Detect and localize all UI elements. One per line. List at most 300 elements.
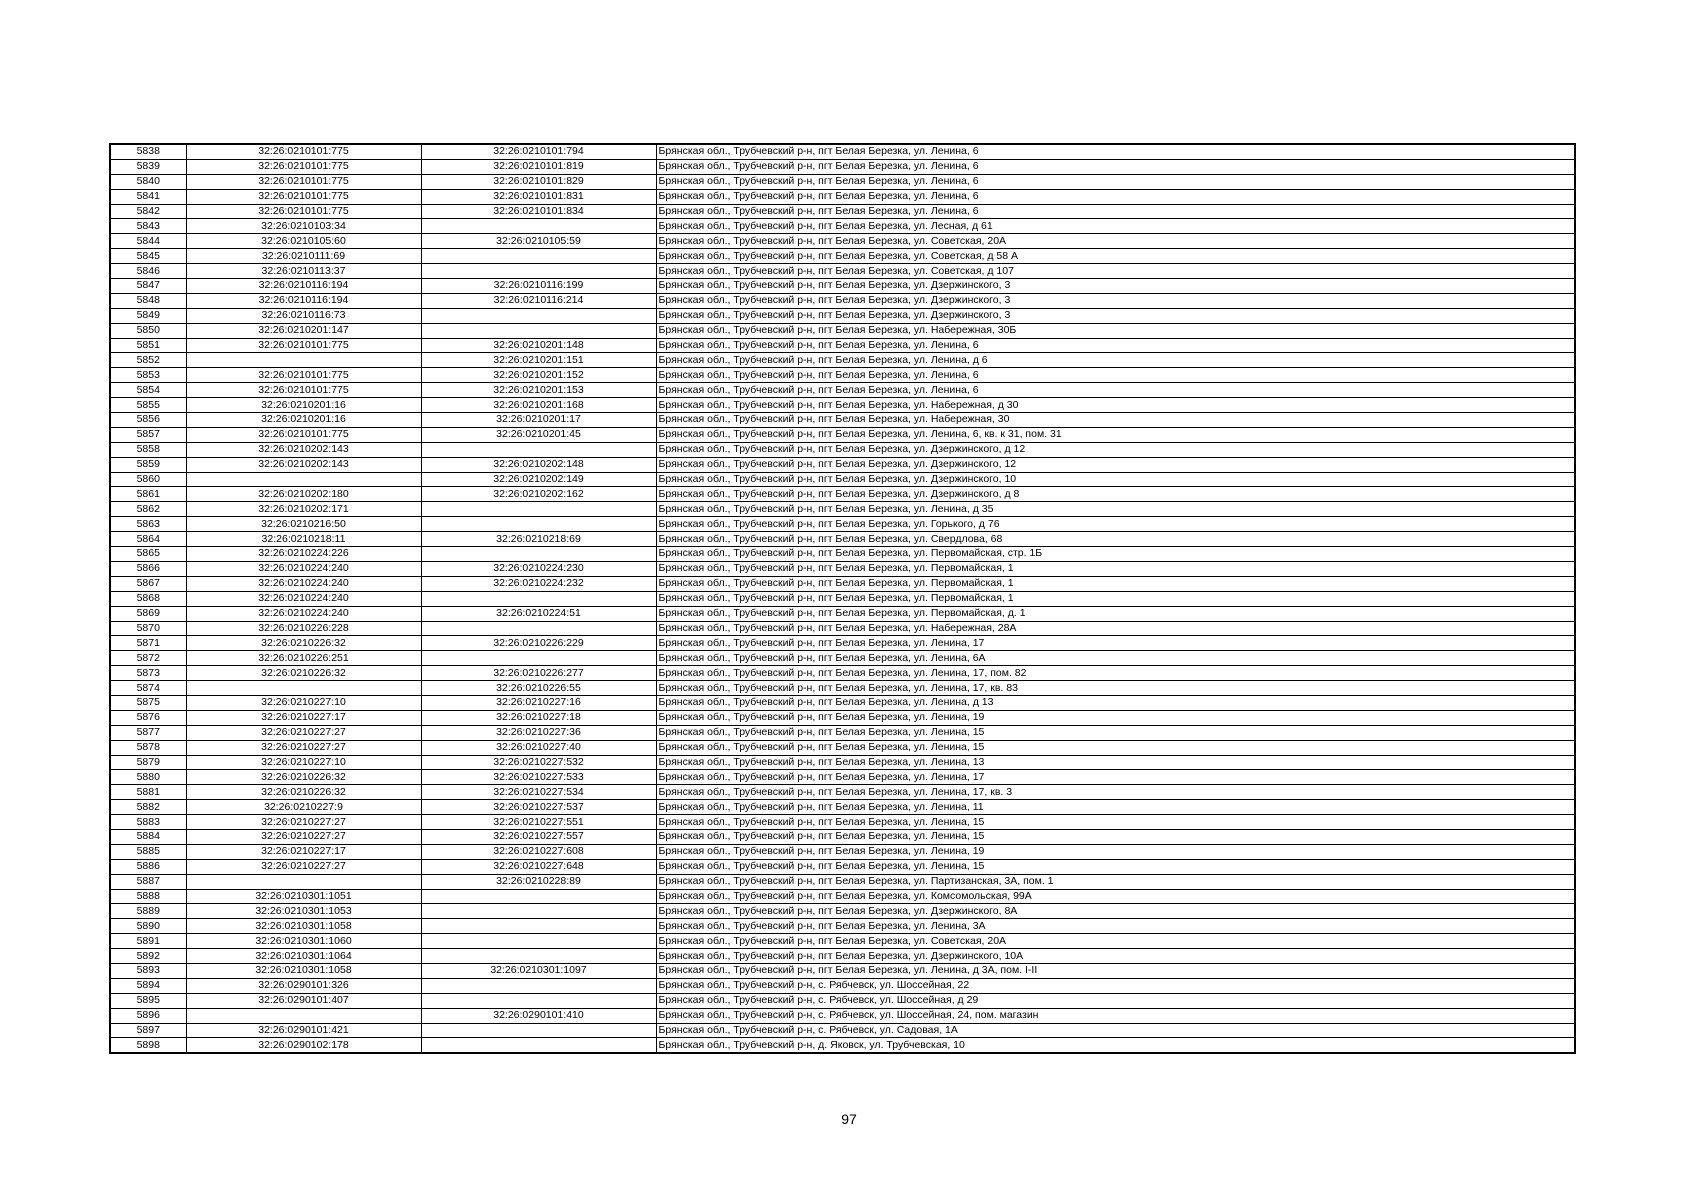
related-cadastral-number-cell: [421, 1023, 656, 1038]
related-cadastral-number-cell: [421, 502, 656, 517]
related-cadastral-number-cell: 32:26:0210101:834: [421, 204, 656, 219]
related-cadastral-number-cell: [421, 993, 656, 1008]
table-row: [110, 249, 1575, 264]
address-cell: Брянская обл., Трубчевский р-н, пгт Белая Березка, ул. Ленина, 15: [656, 740, 1575, 755]
table-row: [110, 606, 1575, 621]
table-row: [110, 487, 1575, 502]
cadastral-number-cell: 32:26:0210227:27: [186, 725, 421, 740]
table-row: [110, 323, 1575, 338]
row-number-cell: 5888: [110, 889, 186, 904]
row-number-cell: 5862: [110, 502, 186, 517]
address-cell: Брянская обл., Трубчевский р-н, пгт Белая Березка, ул. Дзержинского, 3: [656, 293, 1575, 308]
cadastral-number-cell: 32:26:0210226:32: [186, 636, 421, 651]
row-number-cell: 5893: [110, 963, 186, 978]
row-number-cell: 5880: [110, 770, 186, 785]
row-number-cell: 5884: [110, 829, 186, 844]
related-cadastral-number-cell: 32:26:0210202:162: [421, 487, 656, 502]
table-row: [110, 144, 1575, 159]
table-row: [110, 993, 1575, 1008]
table-row: [110, 695, 1575, 710]
row-number-cell: 5866: [110, 561, 186, 576]
data-table: [109, 143, 1576, 1054]
cadastral-number-cell: 32:26:0210216:50: [186, 517, 421, 532]
row-number-cell: 5858: [110, 442, 186, 457]
related-cadastral-number-cell: 32:26:0210201:45: [421, 427, 656, 442]
row-number-cell: 5860: [110, 472, 186, 487]
cadastral-number-cell: 32:26:0210227:17: [186, 710, 421, 725]
related-cadastral-number-cell: 32:26:0210227:18: [421, 710, 656, 725]
table-row: [110, 666, 1575, 681]
related-cadastral-number-cell: 32:26:0290101:410: [421, 1008, 656, 1023]
address-cell: Брянская обл., Трубчевский р-н, пгт Белая Березка, ул. Ленина, д 13: [656, 695, 1575, 710]
table-row: [110, 859, 1575, 874]
cadastral-number-cell: 32:26:0210227:17: [186, 844, 421, 859]
cadastral-number-cell: 32:26:0210116:194: [186, 279, 421, 294]
related-cadastral-number-cell: [421, 949, 656, 964]
row-number-cell: 5861: [110, 487, 186, 502]
cadastral-number-cell: [186, 353, 421, 368]
row-number-cell: 5871: [110, 636, 186, 651]
related-cadastral-number-cell: [421, 308, 656, 323]
row-number-cell: 5892: [110, 949, 186, 964]
address-cell: Брянская обл., Трубчевский р-н, с. Рябчевск, ул. Шоссейная, д 29: [656, 993, 1575, 1008]
table-row: [110, 413, 1575, 428]
table-row: [110, 308, 1575, 323]
cadastral-number-cell: 32:26:0210301:1051: [186, 889, 421, 904]
related-cadastral-number-cell: 32:26:0210101:831: [421, 189, 656, 204]
row-number-cell: 5887: [110, 874, 186, 889]
address-cell: Брянская обл., Трубчевский р-н, пгт Белая Березка, ул. Ленина, 3А: [656, 919, 1575, 934]
row-number-cell: 5859: [110, 457, 186, 472]
row-number-cell: 5870: [110, 621, 186, 636]
address-cell: Брянская обл., Трубчевский р-н, пгт Белая Березка, ул. Ленина, 17: [656, 770, 1575, 785]
row-number-cell: 5849: [110, 308, 186, 323]
related-cadastral-number-cell: [421, 442, 656, 457]
row-number-cell: 5867: [110, 576, 186, 591]
address-cell: Брянская обл., Трубчевский р-н, с. Рябчевск, ул. Шоссейная, 22: [656, 978, 1575, 993]
table-row: [110, 949, 1575, 964]
address-cell: Брянская обл., Трубчевский р-н, пгт Белая Березка, ул. Первомайская, 1: [656, 591, 1575, 606]
cadastral-number-cell: 32:26:0210202:171: [186, 502, 421, 517]
related-cadastral-number-cell: 32:26:0210101:794: [421, 144, 656, 159]
cadastral-number-cell: 32:26:0210201:147: [186, 323, 421, 338]
cadastral-number-cell: 32:26:0210201:16: [186, 413, 421, 428]
row-number-cell: 5839: [110, 159, 186, 174]
cadastral-number-cell: 32:26:0210105:60: [186, 234, 421, 249]
row-number-cell: 5847: [110, 279, 186, 294]
address-cell: Брянская обл., Трубчевский р-н, пгт Белая Березка, ул. Набережная, д 30: [656, 398, 1575, 413]
cadastral-number-cell: 32:26:0210101:775: [186, 144, 421, 159]
address-cell: Брянская обл., Трубчевский р-н, пгт Белая Березка, ул. Дзержинского, д 8: [656, 487, 1575, 502]
address-cell: Брянская обл., Трубчевский р-н, пгт Белая Березка, ул. Лесная, д 61: [656, 219, 1575, 234]
address-cell: Брянская обл., Трубчевский р-н, д. Яковск, ул. Трубчевская, 10: [656, 1038, 1575, 1053]
related-cadastral-number-cell: 32:26:0210201:168: [421, 398, 656, 413]
related-cadastral-number-cell: [421, 547, 656, 562]
address-cell: Брянская обл., Трубчевский р-н, пгт Белая Березка, ул. Партизанская, 3А, пом. 1: [656, 874, 1575, 889]
address-cell: Брянская обл., Трубчевский р-н, пгт Белая Березка, ул. Ленина, 6: [656, 204, 1575, 219]
row-number-cell: 5841: [110, 189, 186, 204]
row-number-cell: 5882: [110, 800, 186, 815]
table-row: [110, 591, 1575, 606]
related-cadastral-number-cell: 32:26:0210218:69: [421, 532, 656, 547]
cadastral-number-cell: 32:26:0210101:775: [186, 368, 421, 383]
cadastral-number-cell: 32:26:0290101:421: [186, 1023, 421, 1038]
cadastral-number-cell: 32:26:0210224:240: [186, 576, 421, 591]
table-row: [110, 427, 1575, 442]
cadastral-number-cell: 32:26:0290101:326: [186, 978, 421, 993]
cadastral-number-cell: 32:26:0210227:27: [186, 740, 421, 755]
table-row: [110, 368, 1575, 383]
address-cell: Брянская обл., Трубчевский р-н, пгт Белая Березка, ул. Ленина, 6: [656, 383, 1575, 398]
related-cadastral-number-cell: 32:26:0210201:152: [421, 368, 656, 383]
row-number-cell: 5854: [110, 383, 186, 398]
related-cadastral-number-cell: 32:26:0210228:89: [421, 874, 656, 889]
row-number-cell: 5848: [110, 293, 186, 308]
cadastral-number-cell: 32:26:0210218:11: [186, 532, 421, 547]
related-cadastral-number-cell: 32:26:0210101:829: [421, 174, 656, 189]
related-cadastral-number-cell: [421, 919, 656, 934]
cadastral-number-cell: 32:26:0210226:32: [186, 785, 421, 800]
address-cell: Брянская обл., Трубчевский р-н, пгт Белая Березка, ул. Дзержинского, 10А: [656, 949, 1575, 964]
table-row: [110, 502, 1575, 517]
table-row: [110, 1023, 1575, 1038]
table-row: [110, 264, 1575, 279]
related-cadastral-number-cell: [421, 978, 656, 993]
address-cell: Брянская обл., Трубчевский р-н, пгт Белая Березка, ул. Ленина, 6: [656, 144, 1575, 159]
table-row: [110, 934, 1575, 949]
row-number-cell: 5878: [110, 740, 186, 755]
address-cell: Брянская обл., Трубчевский р-н, пгт Белая Березка, ул. Ленина, д 35: [656, 502, 1575, 517]
row-number-cell: 5883: [110, 815, 186, 830]
address-cell: Брянская обл., Трубчевский р-н, пгт Белая Березка, ул. Ленина, 6: [656, 174, 1575, 189]
row-number-cell: 5879: [110, 755, 186, 770]
address-cell: Брянская обл., Трубчевский р-н, пгт Белая Березка, ул. Комсомольская, 99А: [656, 889, 1575, 904]
address-cell: Брянская обл., Трубчевский р-н, пгт Белая Березка, ул. Ленина, 6: [656, 368, 1575, 383]
address-cell: Брянская обл., Трубчевский р-н, пгт Белая Березка, ул. Дзержинского, 8А: [656, 904, 1575, 919]
table-row: [110, 1008, 1575, 1023]
row-number-cell: 5894: [110, 978, 186, 993]
row-number-cell: 5876: [110, 710, 186, 725]
cadastral-number-cell: 32:26:0210301:1060: [186, 934, 421, 949]
address-cell: Брянская обл., Трубчевский р-н, пгт Белая Березка, ул. Ленина, 15: [656, 829, 1575, 844]
related-cadastral-number-cell: 32:26:0210227:608: [421, 844, 656, 859]
cadastral-number-cell: 32:26:0210301:1058: [186, 919, 421, 934]
cadastral-number-cell: 32:26:0210226:228: [186, 621, 421, 636]
related-cadastral-number-cell: 32:26:0210227:36: [421, 725, 656, 740]
cadastral-number-cell: 32:26:0210101:775: [186, 383, 421, 398]
cadastral-number-cell: 32:26:0210227:10: [186, 755, 421, 770]
address-cell: Брянская обл., Трубчевский р-н, пгт Белая Березка, ул. Ленина, 17, кв. 83: [656, 681, 1575, 696]
related-cadastral-number-cell: 32:26:0210227:16: [421, 695, 656, 710]
row-number-cell: 5845: [110, 249, 186, 264]
table-row: [110, 561, 1575, 576]
address-cell: Брянская обл., Трубчевский р-н, пгт Белая Березка, ул. Ленина, д 6: [656, 353, 1575, 368]
row-number-cell: 5856: [110, 413, 186, 428]
row-number-cell: 5877: [110, 725, 186, 740]
address-cell: Брянская обл., Трубчевский р-н, пгт Белая Березка, ул. Набережная, 30Б: [656, 323, 1575, 338]
table-row: [110, 532, 1575, 547]
related-cadastral-number-cell: [421, 889, 656, 904]
row-number-cell: 5886: [110, 859, 186, 874]
related-cadastral-number-cell: 32:26:0210301:1097: [421, 963, 656, 978]
related-cadastral-number-cell: 32:26:0210105:59: [421, 234, 656, 249]
cadastral-number-cell: 32:26:0210101:775: [186, 174, 421, 189]
related-cadastral-number-cell: 32:26:0210201:153: [421, 383, 656, 398]
related-cadastral-number-cell: [421, 264, 656, 279]
table-row: [110, 517, 1575, 532]
table-row: [110, 383, 1575, 398]
address-cell: Брянская обл., Трубчевский р-н, пгт Белая Березка, ул. Первомайская, стр. 1Б: [656, 547, 1575, 562]
row-number-cell: 5864: [110, 532, 186, 547]
table-row: [110, 472, 1575, 487]
row-number-cell: 5897: [110, 1023, 186, 1038]
cadastral-number-cell: 32:26:0210227:10: [186, 695, 421, 710]
cadastral-number-cell: 32:26:0210226:32: [186, 770, 421, 785]
table-row: [110, 710, 1575, 725]
table-row: [110, 978, 1575, 993]
cadastral-number-cell: 32:26:0210101:775: [186, 427, 421, 442]
table-row: [110, 189, 1575, 204]
table-row: [110, 770, 1575, 785]
cadastral-number-cell: 32:26:0210101:775: [186, 338, 421, 353]
row-number-cell: 5838: [110, 144, 186, 159]
table-body: [110, 144, 1575, 1053]
row-number-cell: 5842: [110, 204, 186, 219]
cadastral-number-cell: 32:26:0290101:407: [186, 993, 421, 1008]
cadastral-number-cell: 32:26:0210301:1064: [186, 949, 421, 964]
address-cell: Брянская обл., Трубчевский р-н, пгт Белая Березка, ул. Свердлова, 68: [656, 532, 1575, 547]
row-number-cell: 5855: [110, 398, 186, 413]
address-cell: Брянская обл., Трубчевский р-н, пгт Белая Березка, ул. Набережная, 28А: [656, 621, 1575, 636]
table-row: [110, 293, 1575, 308]
row-number-cell: 5853: [110, 368, 186, 383]
table-row: [110, 740, 1575, 755]
table-row: [110, 815, 1575, 830]
table-row: [110, 785, 1575, 800]
address-cell: Брянская обл., Трубчевский р-н, пгт Белая Березка, ул. Ленина, 13: [656, 755, 1575, 770]
table-row: [110, 651, 1575, 666]
related-cadastral-number-cell: [421, 934, 656, 949]
table-row: [110, 204, 1575, 219]
row-number-cell: 5869: [110, 606, 186, 621]
table-row: [110, 904, 1575, 919]
row-number-cell: 5889: [110, 904, 186, 919]
row-number-cell: 5857: [110, 427, 186, 442]
cadastral-number-cell: [186, 681, 421, 696]
row-number-cell: 5843: [110, 219, 186, 234]
address-cell: Брянская обл., Трубчевский р-н, пгт Белая Березка, ул. Горького, д 76: [656, 517, 1575, 532]
cadastral-number-cell: 32:26:0210111:69: [186, 249, 421, 264]
row-number-cell: 5873: [110, 666, 186, 681]
table-row: [110, 889, 1575, 904]
address-cell: Брянская обл., Трубчевский р-н, пгт Белая Березка, ул. Ленина, 6, кв. к 31, пом. 31: [656, 427, 1575, 442]
address-cell: Брянская обл., Трубчевский р-н, пгт Белая Березка, ул. Ленина, 6: [656, 189, 1575, 204]
related-cadastral-number-cell: [421, 517, 656, 532]
table-row: [110, 547, 1575, 562]
cadastral-number-cell: 32:26:0210202:180: [186, 487, 421, 502]
related-cadastral-number-cell: 32:26:0210116:214: [421, 293, 656, 308]
row-number-cell: 5890: [110, 919, 186, 934]
table-row: [110, 755, 1575, 770]
address-cell: Брянская обл., Трубчевский р-н, пгт Белая Березка, ул. Первомайская, 1: [656, 561, 1575, 576]
address-cell: Брянская обл., Трубчевский р-н, пгт Белая Березка, ул. Ленина, 19: [656, 844, 1575, 859]
address-cell: Брянская обл., Трубчевский р-н, пгт Белая Березка, ул. Ленина, 11: [656, 800, 1575, 815]
table-row: [110, 442, 1575, 457]
row-number-cell: 5850: [110, 323, 186, 338]
cadastral-number-cell: 32:26:0210301:1053: [186, 904, 421, 919]
table-row: [110, 353, 1575, 368]
related-cadastral-number-cell: 32:26:0210227:534: [421, 785, 656, 800]
related-cadastral-number-cell: 32:26:0210201:148: [421, 338, 656, 353]
related-cadastral-number-cell: 32:26:0210227:537: [421, 800, 656, 815]
cadastral-number-cell: 32:26:0210226:32: [186, 666, 421, 681]
cadastral-number-cell: 32:26:0210103:34: [186, 219, 421, 234]
row-number-cell: 5875: [110, 695, 186, 710]
cadastral-number-cell: 32:26:0210227:27: [186, 815, 421, 830]
table-row: [110, 219, 1575, 234]
address-cell: Брянская обл., Трубчевский р-н, пгт Белая Березка, ул. Советская, 20А: [656, 934, 1575, 949]
related-cadastral-number-cell: [421, 904, 656, 919]
row-number-cell: 5852: [110, 353, 186, 368]
related-cadastral-number-cell: 32:26:0210227:648: [421, 859, 656, 874]
row-number-cell: 5846: [110, 264, 186, 279]
address-cell: Брянская обл., Трубчевский р-н, пгт Белая Березка, ул. Советская, д 58 А: [656, 249, 1575, 264]
cadastral-number-cell: 32:26:0210224:240: [186, 606, 421, 621]
address-cell: Брянская обл., Трубчевский р-н, пгт Белая Березка, ул. Дзержинского, 12: [656, 457, 1575, 472]
row-number-cell: 5844: [110, 234, 186, 249]
cadastral-number-cell: 32:26:0210224:226: [186, 547, 421, 562]
related-cadastral-number-cell: 32:26:0210202:149: [421, 472, 656, 487]
row-number-cell: 5898: [110, 1038, 186, 1053]
table-row: [110, 621, 1575, 636]
related-cadastral-number-cell: 32:26:0210202:148: [421, 457, 656, 472]
related-cadastral-number-cell: 32:26:0210227:533: [421, 770, 656, 785]
address-cell: Брянская обл., Трубчевский р-н, пгт Белая Березка, ул. Дзержинского, 3: [656, 279, 1575, 294]
address-cell: Брянская обл., Трубчевский р-н, пгт Белая Березка, ул. Набережная, 30: [656, 413, 1575, 428]
related-cadastral-number-cell: 32:26:0210227:532: [421, 755, 656, 770]
row-number-cell: 5868: [110, 591, 186, 606]
row-number-cell: 5895: [110, 993, 186, 1008]
cadastral-number-cell: 32:26:0210201:16: [186, 398, 421, 413]
address-cell: Брянская обл., Трубчевский р-н, пгт Белая Березка, ул. Ленина, 15: [656, 725, 1575, 740]
related-cadastral-number-cell: [421, 1038, 656, 1053]
row-number-cell: 5896: [110, 1008, 186, 1023]
related-cadastral-number-cell: 32:26:0210227:551: [421, 815, 656, 830]
address-cell: Брянская обл., Трубчевский р-н, пгт Белая Березка, ул. Ленина, 17, кв. 3: [656, 785, 1575, 800]
address-cell: Брянская обл., Трубчевский р-н, пгт Белая Березка, ул. Ленина, 15: [656, 859, 1575, 874]
cadastral-number-cell: 32:26:0210113:37: [186, 264, 421, 279]
related-cadastral-number-cell: [421, 591, 656, 606]
related-cadastral-number-cell: 32:26:0210224:51: [421, 606, 656, 621]
address-cell: Брянская обл., Трубчевский р-н, пгт Белая Березка, ул. Ленина, 19: [656, 710, 1575, 725]
cadastral-number-cell: 32:26:0210202:143: [186, 457, 421, 472]
related-cadastral-number-cell: 32:26:0210226:277: [421, 666, 656, 681]
related-cadastral-number-cell: 32:26:0210226:55: [421, 681, 656, 696]
cadastral-number-cell: [186, 1008, 421, 1023]
address-cell: Брянская обл., Трубчевский р-н, пгт Белая Березка, ул. Первомайская, д. 1: [656, 606, 1575, 621]
address-cell: Брянская обл., Трубчевский р-н, пгт Белая Березка, ул. Советская, д 107: [656, 264, 1575, 279]
address-cell: Брянская обл., Трубчевский р-н, с. Рябчевск, ул. Шоссейная, 24, пом. магазин: [656, 1008, 1575, 1023]
address-cell: Брянская обл., Трубчевский р-н, с. Рябчевск, ул. Садовая, 1А: [656, 1023, 1575, 1038]
table-row: [110, 279, 1575, 294]
row-number-cell: 5874: [110, 681, 186, 696]
table-row: [110, 919, 1575, 934]
row-number-cell: 5885: [110, 844, 186, 859]
table-row: [110, 725, 1575, 740]
related-cadastral-number-cell: 32:26:0210227:40: [421, 740, 656, 755]
table-row: [110, 174, 1575, 189]
row-number-cell: 5865: [110, 547, 186, 562]
related-cadastral-number-cell: [421, 651, 656, 666]
related-cadastral-number-cell: 32:26:0210224:232: [421, 576, 656, 591]
related-cadastral-number-cell: 32:26:0210101:819: [421, 159, 656, 174]
table-row: [110, 963, 1575, 978]
table-row: [110, 159, 1575, 174]
address-cell: Брянская обл., Трубчевский р-н, пгт Белая Березка, ул. Ленина, 17, пом. 82: [656, 666, 1575, 681]
address-cell: Брянская обл., Трубчевский р-н, пгт Белая Березка, ул. Дзержинского, 10: [656, 472, 1575, 487]
related-cadastral-number-cell: 32:26:0210224:230: [421, 561, 656, 576]
address-cell: Брянская обл., Трубчевский р-н, пгт Белая Березка, ул. Дзержинского, д 12: [656, 442, 1575, 457]
related-cadastral-number-cell: 32:26:0210226:229: [421, 636, 656, 651]
related-cadastral-number-cell: 32:26:0210201:151: [421, 353, 656, 368]
address-cell: Брянская обл., Трубчевский р-н, пгт Белая Березка, ул. Ленина, д 3А, пом. I-II: [656, 963, 1575, 978]
cadastral-number-cell: 32:26:0210202:143: [186, 442, 421, 457]
table-row: [110, 338, 1575, 353]
address-cell: Брянская обл., Трубчевский р-н, пгт Белая Березка, ул. Ленина, 17: [656, 636, 1575, 651]
cadastral-number-cell: 32:26:0210227:27: [186, 829, 421, 844]
cadastral-number-cell: 32:26:0210224:240: [186, 591, 421, 606]
cadastral-number-cell: 32:26:0210101:775: [186, 159, 421, 174]
table-row: [110, 844, 1575, 859]
address-cell: Брянская обл., Трубчевский р-н, пгт Белая Березка, ул. Ленина, 6: [656, 159, 1575, 174]
cadastral-number-cell: 32:26:0210116:194: [186, 293, 421, 308]
cadastral-number-cell: 32:26:0210224:240: [186, 561, 421, 576]
row-number-cell: 5872: [110, 651, 186, 666]
table-row: [110, 1038, 1575, 1053]
related-cadastral-number-cell: [421, 323, 656, 338]
table-row: [110, 457, 1575, 472]
cadastral-number-cell: [186, 472, 421, 487]
related-cadastral-number-cell: [421, 219, 656, 234]
related-cadastral-number-cell: [421, 249, 656, 264]
table-row: [110, 398, 1575, 413]
cadastral-number-cell: 32:26:0210227:27: [186, 859, 421, 874]
table-row: [110, 636, 1575, 651]
related-cadastral-number-cell: 32:26:0210116:199: [421, 279, 656, 294]
table-row: [110, 829, 1575, 844]
cadastral-number-cell: 32:26:0210226:251: [186, 651, 421, 666]
cadastral-number-cell: 32:26:0210301:1058: [186, 963, 421, 978]
related-cadastral-number-cell: 32:26:0210201:17: [421, 413, 656, 428]
table-row: [110, 800, 1575, 815]
row-number-cell: 5881: [110, 785, 186, 800]
cadastral-number-cell: 32:26:0210116:73: [186, 308, 421, 323]
address-cell: Брянская обл., Трубчевский р-н, пгт Белая Березка, ул. Советская, 20А: [656, 234, 1575, 249]
address-cell: Брянская обл., Трубчевский р-н, пгт Белая Березка, ул. Ленина, 6: [656, 338, 1575, 353]
page-number: 97: [841, 1111, 857, 1127]
cadastral-number-cell: 32:26:0290102:178: [186, 1038, 421, 1053]
cadastral-number-cell: 32:26:0210101:775: [186, 189, 421, 204]
row-number-cell: 5840: [110, 174, 186, 189]
address-cell: Брянская обл., Трубчевский р-н, пгт Белая Березка, ул. Ленина, 6А: [656, 651, 1575, 666]
row-number-cell: 5891: [110, 934, 186, 949]
cadastral-number-cell: [186, 874, 421, 889]
row-number-cell: 5863: [110, 517, 186, 532]
cadastral-number-cell: 32:26:0210101:775: [186, 204, 421, 219]
address-cell: Брянская обл., Трубчевский р-н, пгт Белая Березка, ул. Ленина, 15: [656, 815, 1575, 830]
cadastral-number-cell: 32:26:0210227:9: [186, 800, 421, 815]
table-row: [110, 576, 1575, 591]
